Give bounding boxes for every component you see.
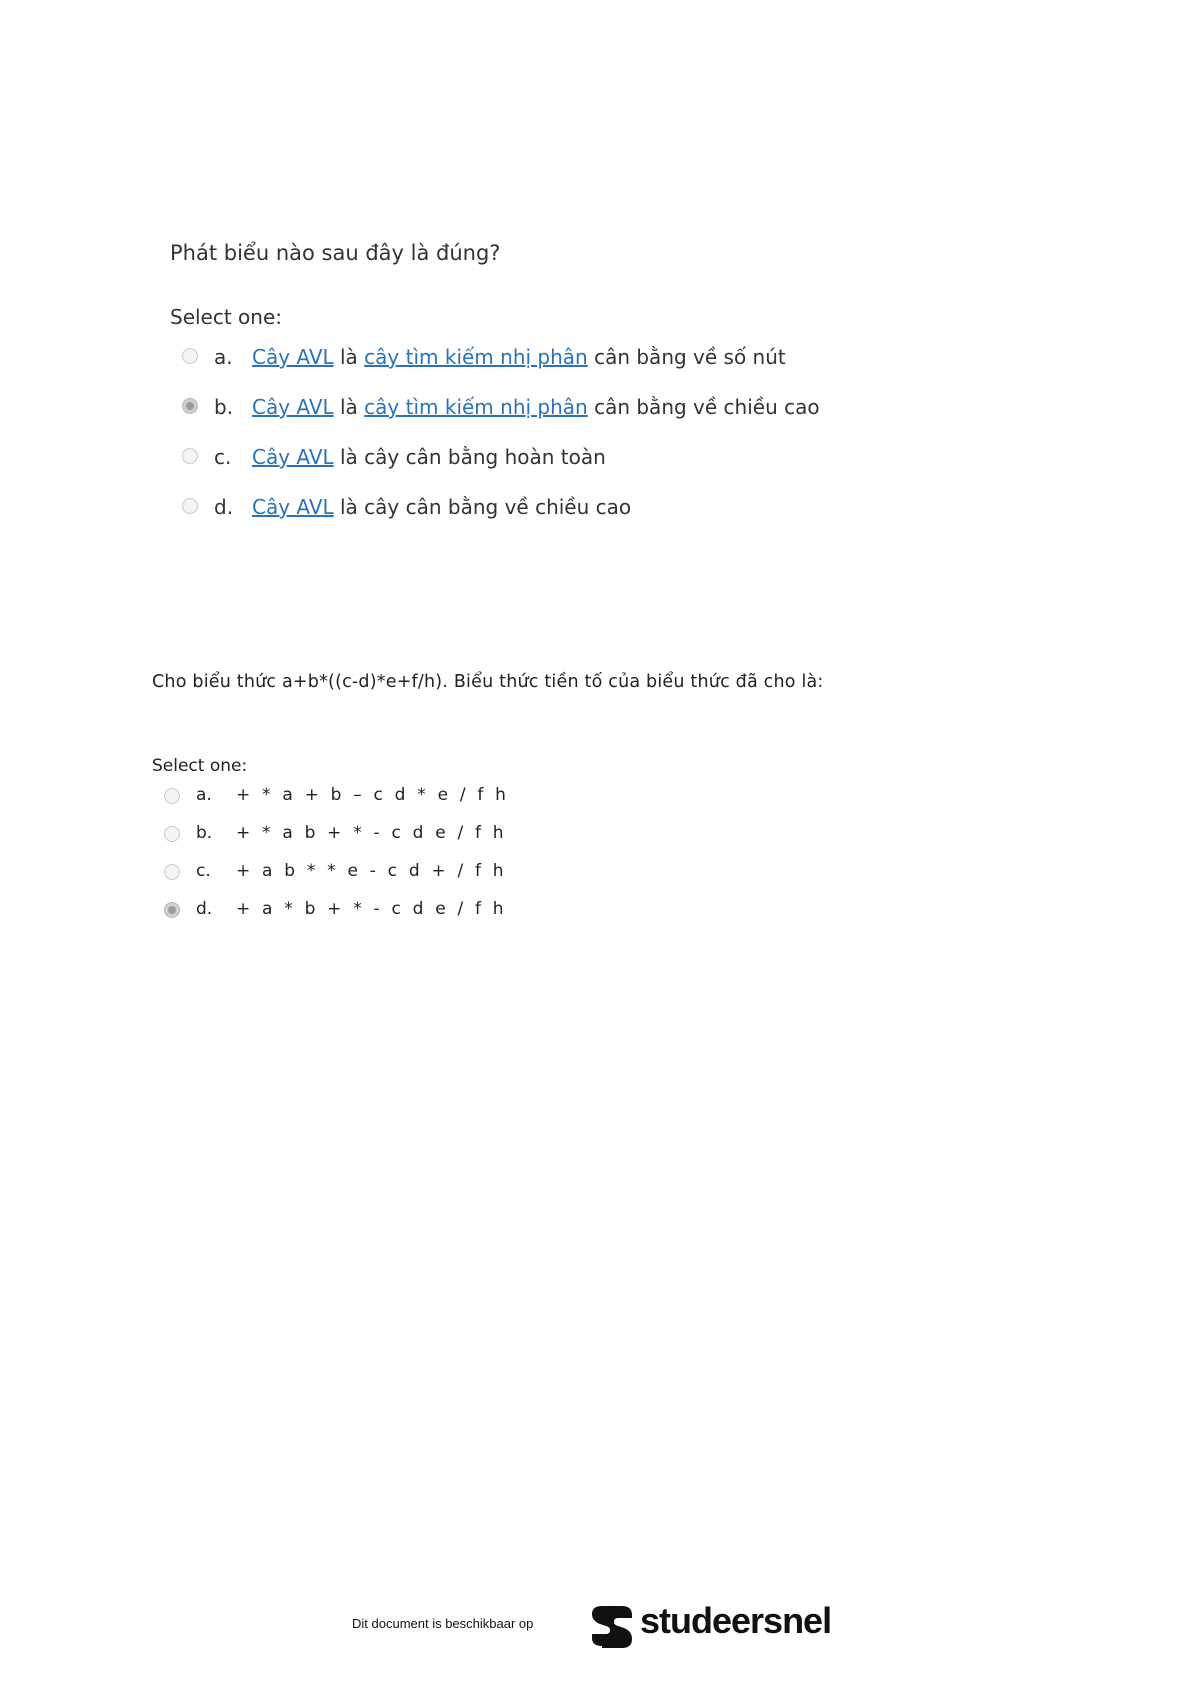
glossary-link[interactable]: cây tìm kiếm nhị phân bbox=[364, 395, 588, 419]
glossary-link[interactable]: Cây AVL bbox=[252, 395, 334, 419]
radio-button-selected[interactable] bbox=[164, 902, 180, 918]
option-a[interactable] bbox=[170, 340, 1070, 390]
option-text-part: là cây cân bằng về chiều cao bbox=[333, 495, 632, 519]
option-text bbox=[252, 490, 631, 524]
option-b[interactable] bbox=[152, 820, 1112, 858]
option-text-part: cân bằng về chiều cao bbox=[587, 395, 820, 419]
option-letter: c. bbox=[214, 445, 232, 469]
glossary-link[interactable]: Cây AVL bbox=[252, 345, 334, 369]
footer bbox=[0, 1598, 1192, 1658]
answer-options bbox=[170, 340, 1070, 540]
radio-button[interactable] bbox=[182, 348, 198, 364]
footer-note: Dit document is beschikbaar op bbox=[352, 1616, 534, 1631]
brand-wordmark: studeersnel bbox=[640, 1600, 832, 1641]
answer-options bbox=[152, 782, 1112, 934]
option-text bbox=[252, 440, 606, 474]
option-d[interactable] bbox=[152, 896, 1112, 934]
option-letter: b. bbox=[214, 395, 234, 419]
select-one-label: Select one: bbox=[170, 305, 283, 329]
option-text: + a * b + * - c d e / f h bbox=[236, 899, 507, 919]
option-text-part: cân bằng về số nút bbox=[587, 345, 786, 369]
option-letter: c. bbox=[196, 861, 211, 881]
radio-button[interactable] bbox=[182, 448, 198, 464]
radio-button[interactable] bbox=[164, 864, 180, 880]
option-letter: a. bbox=[214, 345, 233, 369]
option-text bbox=[252, 340, 786, 374]
option-d[interactable] bbox=[170, 490, 1070, 540]
option-letter: a. bbox=[196, 785, 212, 805]
option-b[interactable] bbox=[170, 390, 1070, 440]
option-text: + * a + b – c d * e / f h bbox=[236, 785, 510, 805]
option-text-part: là bbox=[333, 395, 365, 419]
option-text-part: là bbox=[333, 345, 365, 369]
select-one-label: Select one: bbox=[152, 756, 248, 776]
question-text: Cho biểu thức a+b*((c-d)*e+f/h). Biểu thức tiền tố của biểu thức đã cho là: bbox=[152, 672, 824, 692]
question-2 bbox=[152, 668, 1112, 934]
option-c[interactable] bbox=[170, 440, 1070, 490]
glossary-link[interactable]: Cây AVL bbox=[252, 445, 334, 469]
option-text-part: là cây cân bằng hoàn toàn bbox=[333, 445, 606, 469]
studeersnel-logo-icon bbox=[588, 1602, 636, 1650]
option-letter: b. bbox=[196, 823, 213, 843]
option-text bbox=[252, 390, 820, 424]
radio-button[interactable] bbox=[164, 826, 180, 842]
option-letter: d. bbox=[196, 899, 213, 919]
glossary-link[interactable]: cây tìm kiếm nhị phân bbox=[364, 345, 588, 369]
option-c[interactable] bbox=[152, 858, 1112, 896]
option-letter: d. bbox=[214, 495, 234, 519]
radio-button[interactable] bbox=[182, 498, 198, 514]
option-text: + * a b + * - c d e / f h bbox=[236, 823, 507, 843]
option-text: + a b * * e - c d + / f h bbox=[236, 861, 507, 881]
question-1 bbox=[170, 236, 1070, 540]
radio-button-selected[interactable] bbox=[182, 398, 198, 414]
option-a[interactable] bbox=[152, 782, 1112, 820]
question-text: Phát biểu nào sau đây là đúng? bbox=[170, 241, 501, 265]
radio-button[interactable] bbox=[164, 788, 180, 804]
glossary-link[interactable]: Cây AVL bbox=[252, 495, 334, 519]
